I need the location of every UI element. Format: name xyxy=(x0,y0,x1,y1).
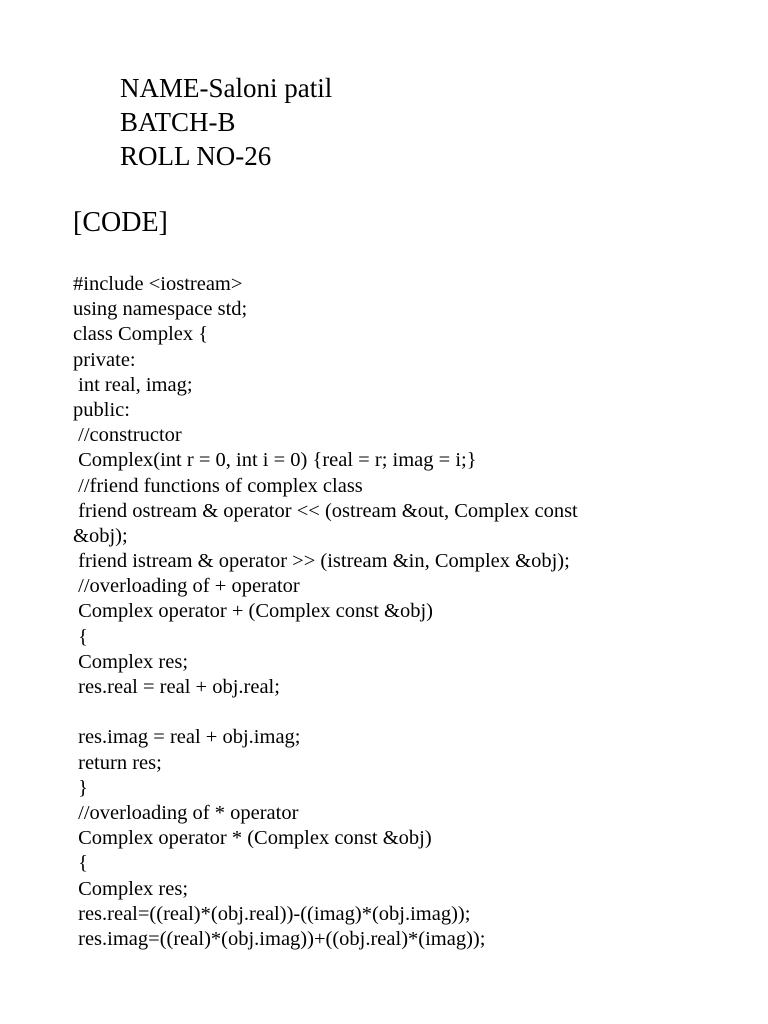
code-line: Complex res; xyxy=(73,650,189,673)
code-line: { xyxy=(73,625,88,648)
code-listing xyxy=(73,272,753,952)
code-line: res.imag=((real)*(obj.imag))+((obj.real)*(imag)); xyxy=(73,927,486,950)
code-line: //overloading of + operator xyxy=(73,575,300,598)
code-line: { xyxy=(73,852,88,875)
code-line: res.real=((real)*(obj.real))-((imag)*(obj.imag)); xyxy=(73,902,471,925)
student-info xyxy=(120,71,332,173)
code-line: } xyxy=(73,776,88,799)
code-line: public: xyxy=(73,398,130,421)
code-section-title: [CODE] xyxy=(73,207,168,238)
code-line: friend ostream & operator << (ostream &out, Complex const xyxy=(73,499,578,522)
code-line: friend istream & operator >> (istream &in, Complex &obj); xyxy=(73,550,570,573)
code-line: Complex(int r = 0, int i = 0) {real = r; imag = i;} xyxy=(73,449,477,472)
code-line xyxy=(73,700,753,725)
code-line: int real, imag; xyxy=(73,373,193,396)
code-line: //friend functions of complex class xyxy=(73,474,363,497)
student-batch: BATCH-B xyxy=(120,107,236,137)
code-line: Complex operator + (Complex const &obj) xyxy=(73,600,434,623)
code-line: return res; xyxy=(73,751,162,774)
student-name: NAME-Saloni patil xyxy=(120,73,333,103)
code-line: //constructor xyxy=(73,424,182,447)
code-line: Complex res; xyxy=(73,877,189,900)
code-line: res.real = real + obj.real; xyxy=(73,676,280,698)
code-line: class Complex { xyxy=(73,323,209,346)
code-line: //overloading of * operator xyxy=(73,801,299,824)
code-line: private: xyxy=(73,348,136,371)
student-roll-number: ROLL NO-26 xyxy=(120,141,272,171)
code-line: &obj); xyxy=(73,524,128,547)
code-line: res.imag = real + obj.imag; xyxy=(73,726,301,749)
code-line: Complex operator * (Complex const &obj) xyxy=(73,827,432,850)
code-line: #include <iostream> xyxy=(73,273,243,295)
code-line: using namespace std; xyxy=(73,298,248,321)
